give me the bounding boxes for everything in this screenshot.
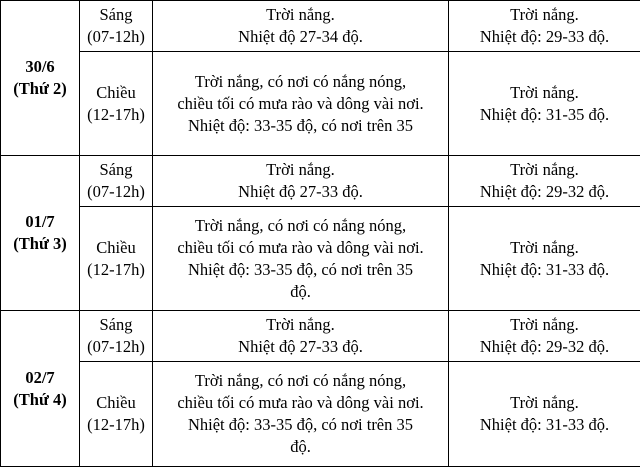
weather-line: Trời nắng, có nơi có nắng nóng, [155, 370, 446, 392]
date-cell [1, 1, 80, 156]
weather-line-tail: độ. [155, 436, 446, 458]
temperature-text: Nhiệt độ: 31-33 độ. [451, 259, 638, 281]
forecast-cell-a [153, 311, 449, 362]
weather-text: Trời nắng. [451, 4, 638, 26]
weather-line-tail: độ. [155, 281, 446, 303]
date-label: 30/6 [3, 56, 77, 78]
weather-text: Trời nắng. [451, 314, 638, 336]
period-cell-afternoon [80, 362, 153, 467]
temperature-text: Nhiệt độ: 29-32 độ. [451, 336, 638, 358]
weather-line: Nhiệt độ: 33-35 độ, có nơi trên 35 [155, 115, 446, 137]
weather-line: Trời nắng, có nơi có nắng nóng, [155, 215, 446, 237]
forecast-cell-a [153, 156, 449, 207]
period-cell-morning [80, 156, 153, 207]
weather-line: Nhiệt độ: 33-35 độ, có nơi trên 35 [155, 259, 446, 281]
weather-text: Trời nắng. [451, 159, 638, 181]
date-label: 02/7 [3, 367, 77, 389]
date-cell [1, 311, 80, 467]
temperature-text: Nhiệt độ 27-33 độ. [155, 181, 446, 203]
table-row [1, 207, 640, 311]
weather-line: Nhiệt độ: 33-35 độ, có nơi trên 35 [155, 414, 446, 436]
weather-line: chiều tối có mưa rào và dông vài nơi. [155, 392, 446, 414]
table-row [1, 362, 640, 467]
weather-text: Trời nắng. [451, 392, 638, 414]
weekday-label: (Thứ 3) [3, 233, 77, 255]
weather-text: Trời nắng. [155, 4, 446, 26]
period-hours: (07-12h) [82, 181, 150, 203]
weather-line: Trời nắng, có nơi có nắng nóng, [155, 71, 446, 93]
weather-text: Trời nắng. [451, 237, 638, 259]
forecast-cell-b [449, 1, 640, 52]
period-label: Sáng [82, 314, 150, 336]
weather-line: chiều tối có mưa rào và dông vài nơi. [155, 93, 446, 115]
table-row [1, 1, 640, 52]
period-hours: (12-17h) [82, 259, 150, 281]
table-row [1, 156, 640, 207]
temperature-text: Nhiệt độ 27-34 độ. [155, 26, 446, 48]
forecast-cell-b [449, 156, 640, 207]
forecast-cell-b [449, 311, 640, 362]
weather-text: Trời nắng. [155, 159, 446, 181]
period-hours: (07-12h) [82, 336, 150, 358]
period-cell-morning [80, 311, 153, 362]
forecast-cell-a [153, 52, 449, 156]
period-label: Chiều [82, 237, 150, 259]
weather-text: Trời nắng. [155, 314, 446, 336]
temperature-text: Nhiệt độ: 29-32 độ. [451, 181, 638, 203]
period-hours: (12-17h) [82, 104, 150, 126]
temperature-text: Nhiệt độ: 31-33 độ. [451, 414, 638, 436]
forecast-cell-a [153, 207, 449, 311]
period-cell-afternoon [80, 52, 153, 156]
forecast-cell-b [449, 52, 640, 156]
period-hours: (07-12h) [82, 26, 150, 48]
weekday-label: (Thứ 2) [3, 78, 77, 100]
forecast-cell-a [153, 362, 449, 467]
period-label: Sáng [82, 4, 150, 26]
period-cell-morning [80, 1, 153, 52]
temperature-text: Nhiệt độ: 29-33 độ. [451, 26, 638, 48]
period-label: Chiều [82, 392, 150, 414]
temperature-text: Nhiệt độ 27-33 độ. [155, 336, 446, 358]
period-cell-afternoon [80, 207, 153, 311]
period-label: Chiều [82, 82, 150, 104]
table-row [1, 52, 640, 156]
table-row [1, 311, 640, 362]
date-cell [1, 156, 80, 311]
period-hours: (12-17h) [82, 414, 150, 436]
forecast-cell-a [153, 1, 449, 52]
weekday-label: (Thứ 4) [3, 389, 77, 411]
temperature-text: Nhiệt độ: 31-35 độ. [451, 104, 638, 126]
weather-text: Trời nắng. [451, 82, 638, 104]
forecast-cell-b [449, 362, 640, 467]
weather-line: chiều tối có mưa rào và dông vài nơi. [155, 237, 446, 259]
period-label: Sáng [82, 159, 150, 181]
date-label: 01/7 [3, 211, 77, 233]
forecast-cell-b [449, 207, 640, 311]
